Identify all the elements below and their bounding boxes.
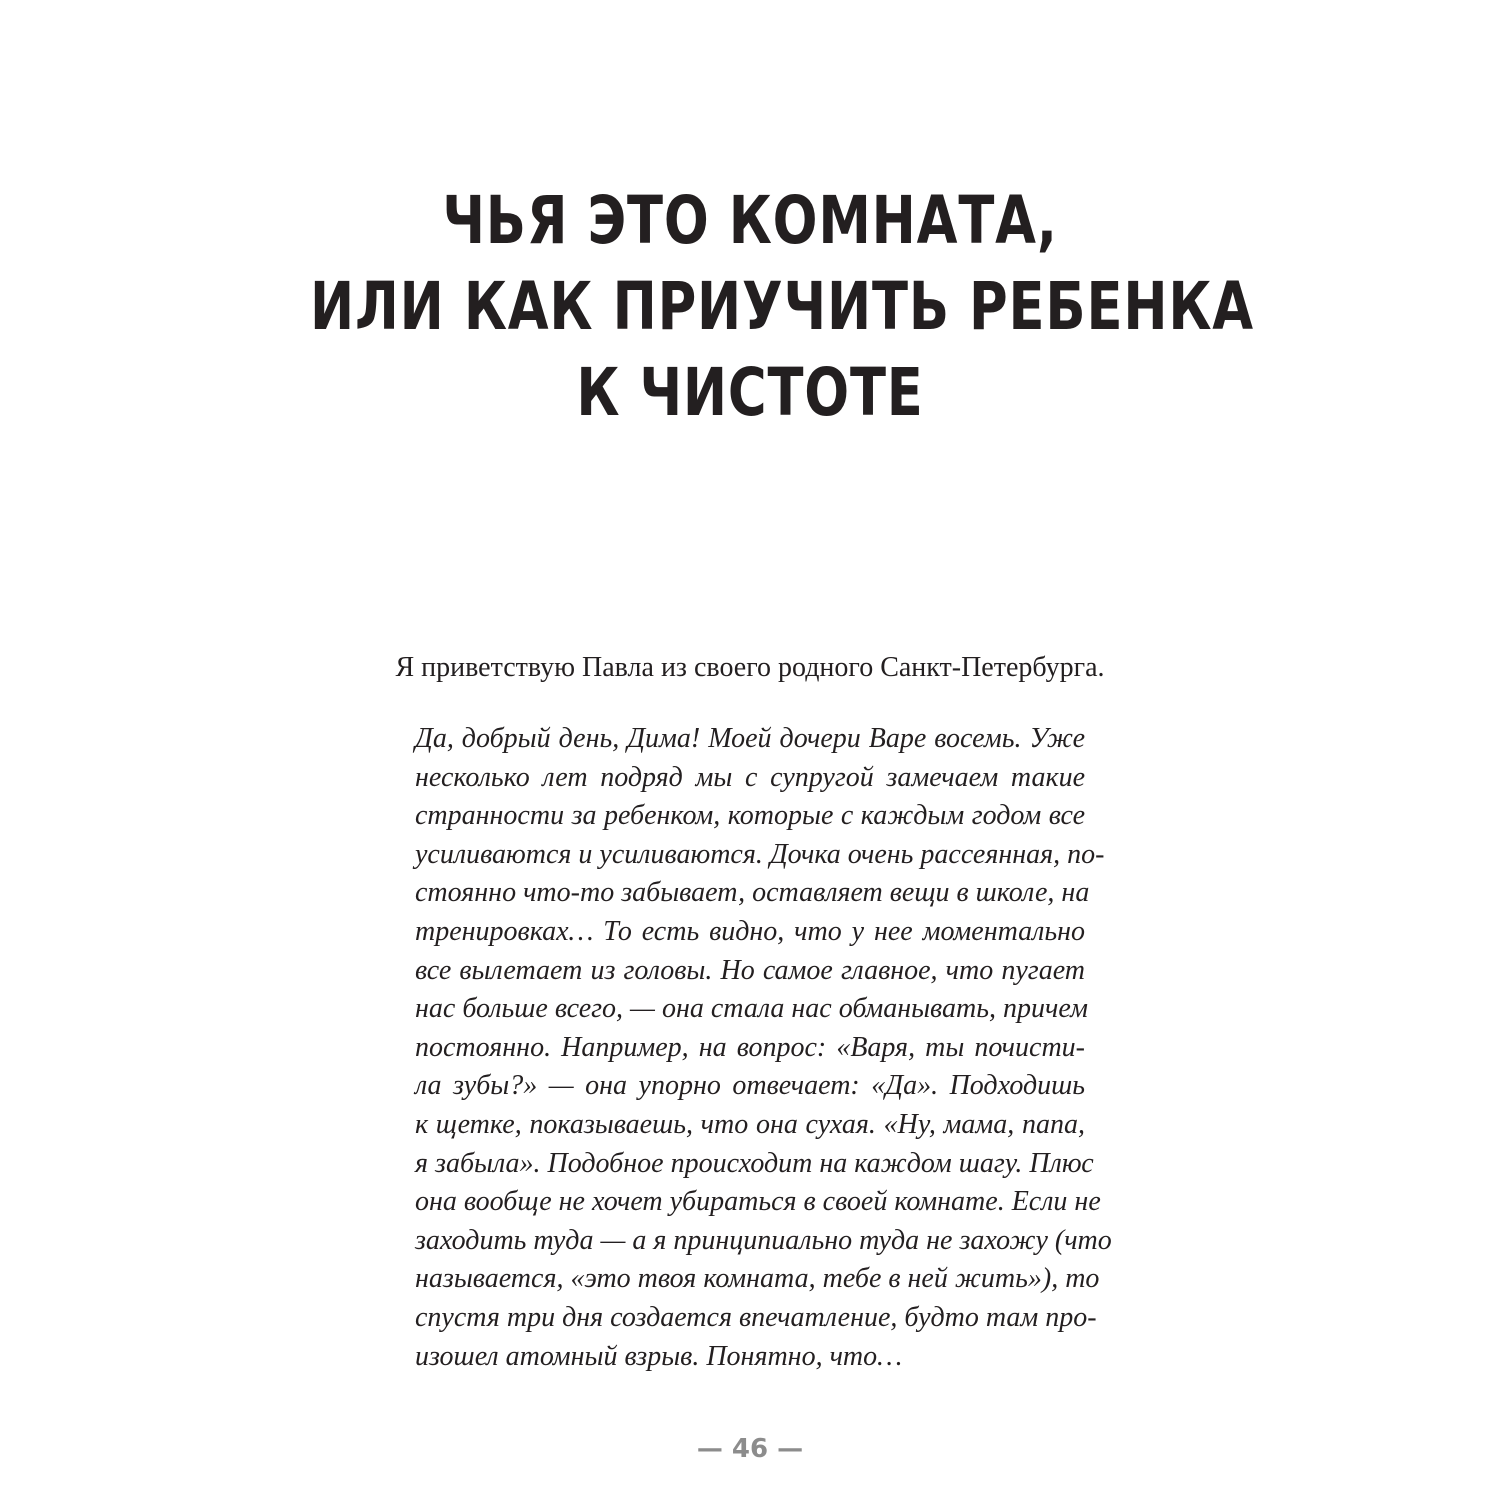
letter-line: стоянно что-то забывает, оставляет вещи в школе, на: [415, 877, 1090, 909]
letter-line: постоянно. Например, на вопрос: «Варя, ты почисти-: [415, 1031, 1085, 1063]
chapter-title-line: ИЛИ КАК ПРИУЧИТЬ РЕБЕНКА: [310, 268, 1254, 345]
letter-line: нас больше всего, — она стала нас обманывать, причем: [415, 993, 1088, 1025]
letter-line: изошел атомный взрыв. Понятно, что…: [415, 1340, 903, 1372]
letter-line: тренировках… То есть видно, что у нее моментально: [415, 915, 1085, 947]
chapter-title-line: К ЧИСТОТЕ: [576, 354, 924, 431]
reader-letter-quote: [415, 720, 1112, 1376]
letter-line: странности за ребенком, которые с каждым годом все: [415, 800, 1085, 832]
letter-line: спустя три дня создается впечатление, будто там про-: [415, 1301, 1097, 1333]
letter-line: Да, добрый день, Дима! Моей дочери Варе восемь. Уже: [415, 723, 1085, 754]
letter-line: называется, «это твоя комната, тебе в ней жить»), то: [415, 1263, 1100, 1295]
letter-line: заходить туда — а я принципиально туда не захожу (что: [415, 1224, 1112, 1256]
letter-line: усиливаются и усиливаются. Дочка очень рассеянная, по-: [415, 838, 1105, 870]
letter-line: к щетке, показываешь, что она сухая. «Ну, мама, папа,: [415, 1108, 1085, 1140]
letter-line: я забыла». Подобное происходит на каждом шагу. Плюс: [415, 1147, 1094, 1179]
letter-line: все вылетает из головы. Но самое главное, что пугает: [415, 954, 1085, 986]
letter-line: ла зубы?» — она упорно отвечает: «Да». Подходишь: [415, 1070, 1085, 1102]
chapter-title-line: ЧЬЯ ЭТО КОМНАТА,: [442, 182, 1058, 259]
page-number: — 46 —: [696, 1434, 804, 1464]
chapter-title: [310, 178, 1254, 436]
letter-line: несколько лет подряд мы с супругой замечаем такие: [415, 761, 1085, 793]
intro-paragraph: Я приветствую Павла из своего родного Санкт-Петербурга.: [395, 652, 1105, 683]
letter-line: она вообще не хочет убираться в своей комнате. Если не: [415, 1186, 1101, 1218]
